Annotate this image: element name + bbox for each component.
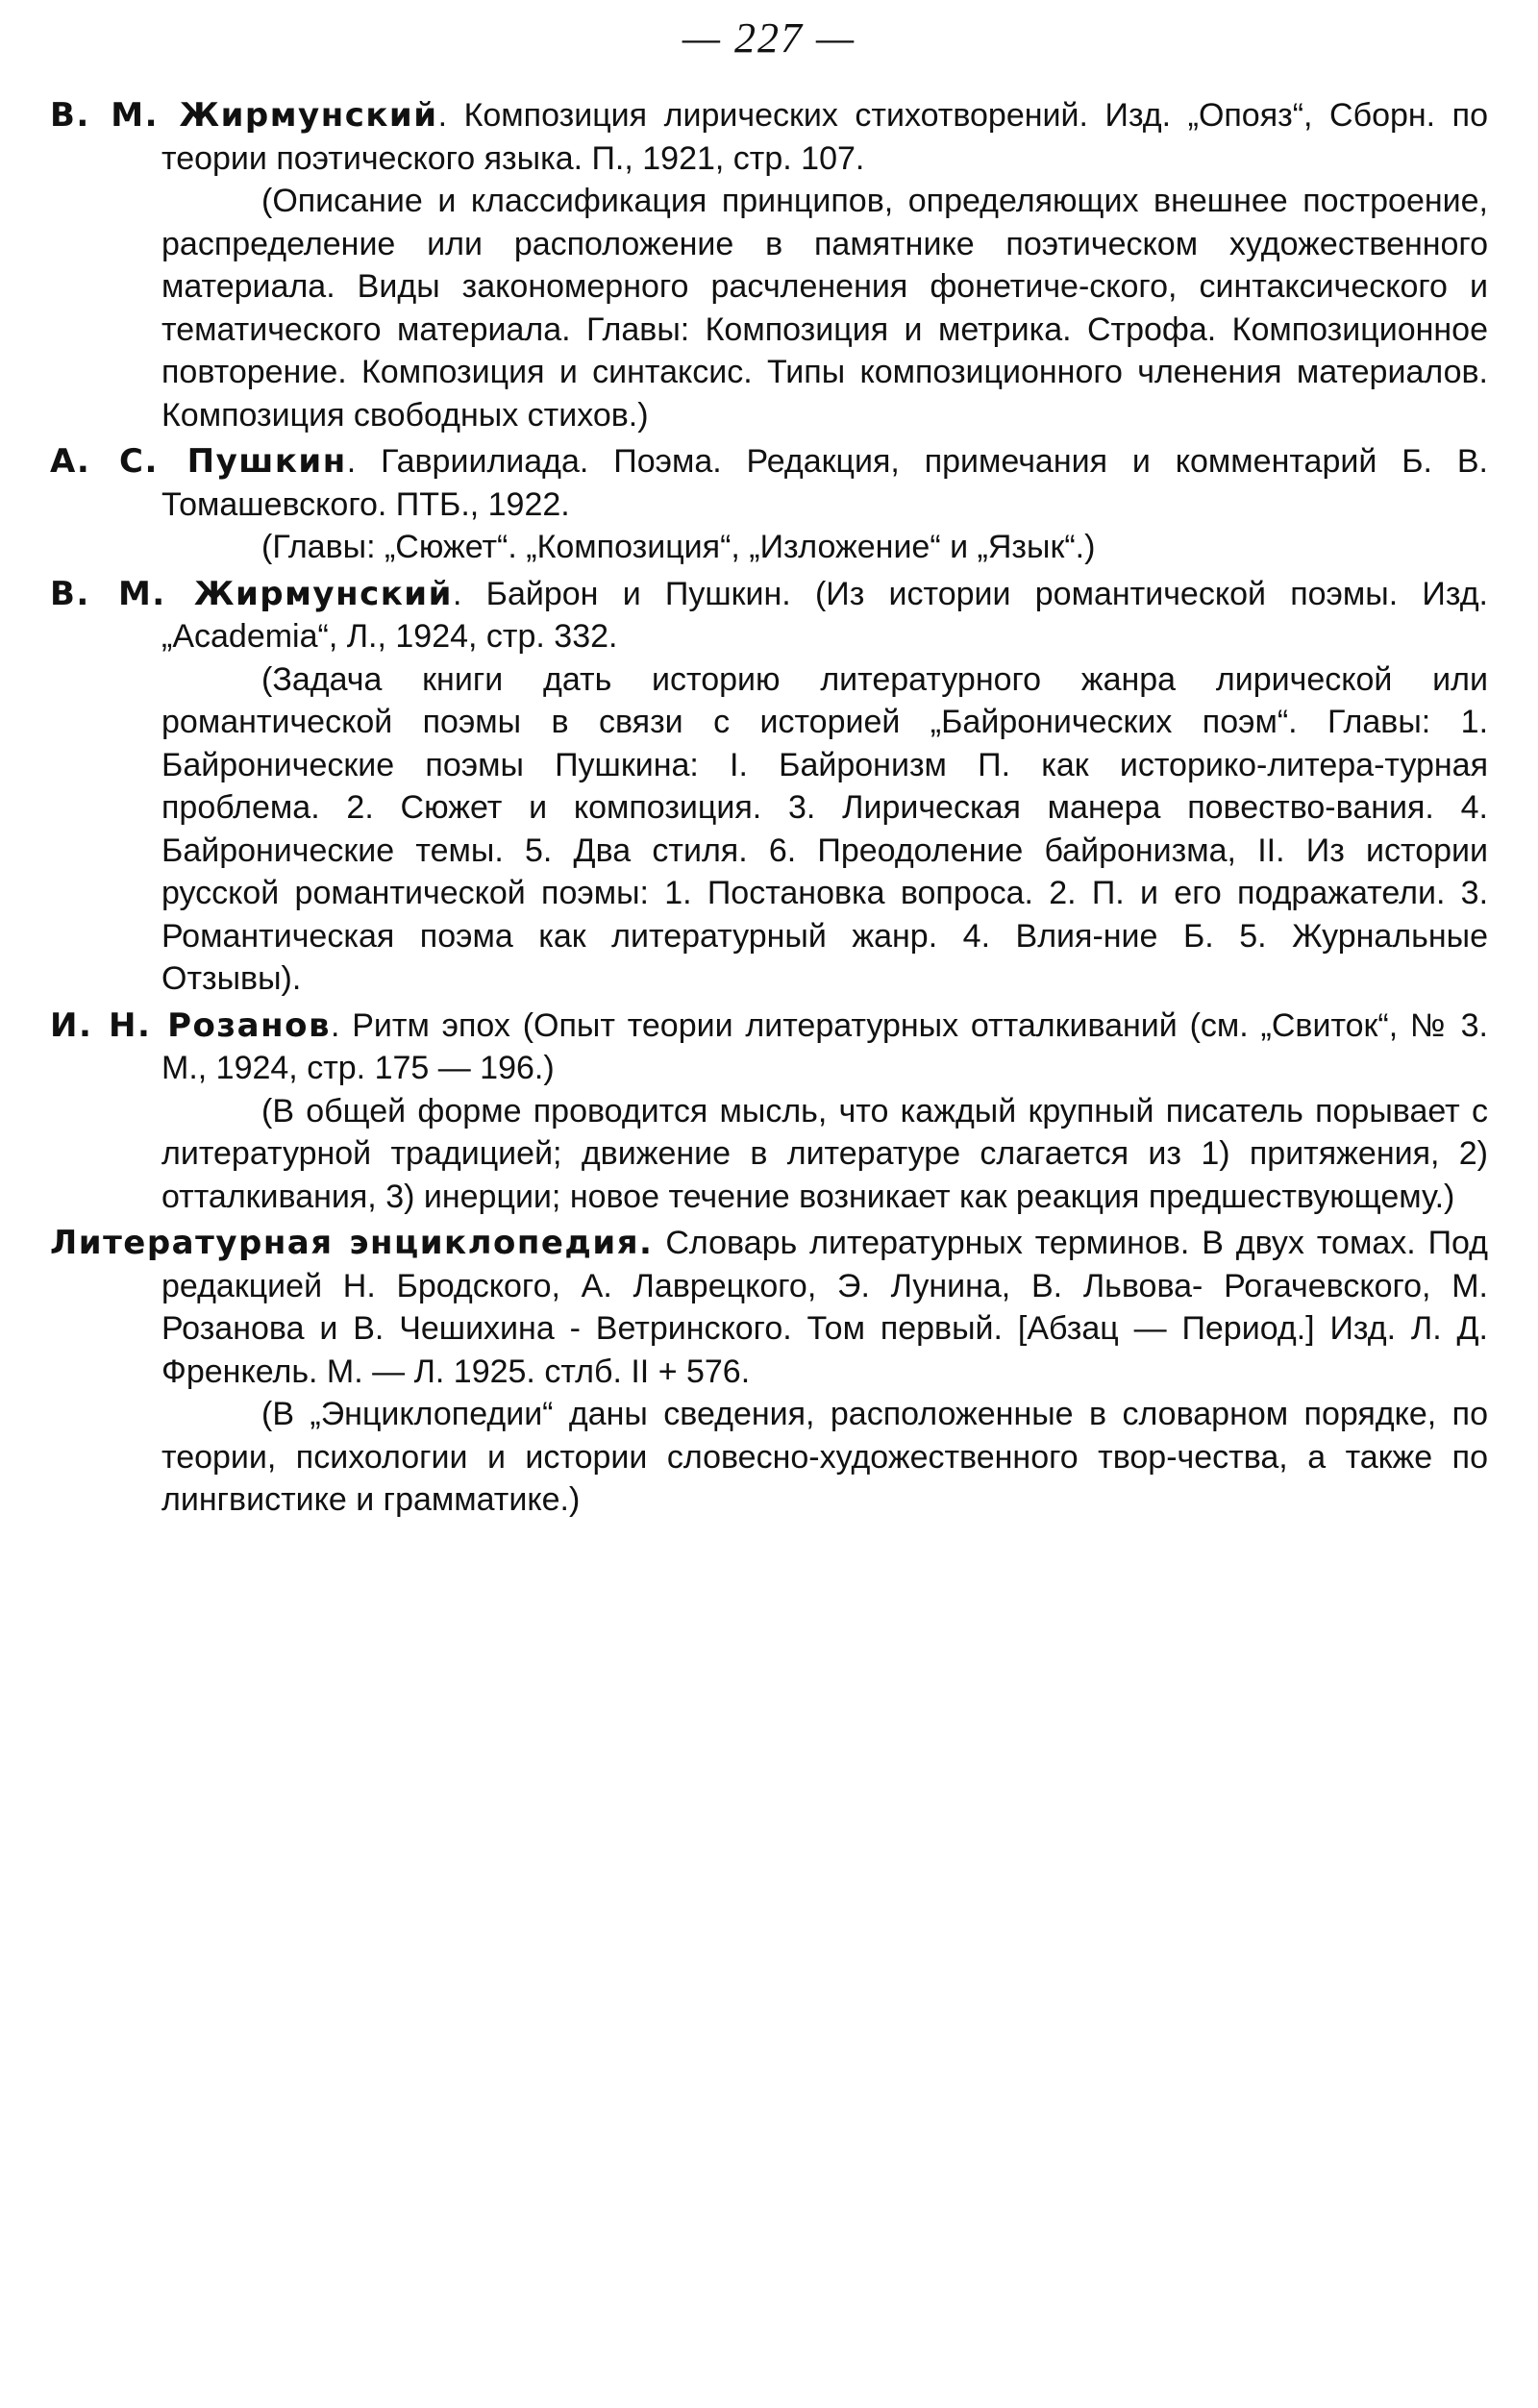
bibliography-entry <box>50 94 1488 436</box>
citation-line: Словарь литературных терминов. В двух <box>665 1225 1304 1261</box>
citation-line: томах. Под редакцией Н. Бродского, А. Лаврецкого, Э. Лунина, В. Львова- <box>161 1225 1489 1304</box>
entry-citation: А. С. Пушкин. Гавриилиада. Поэма. Редакция, примечания и комментарий Б. В. Томашевского. ПТБ., 1922. <box>50 442 1488 523</box>
entry-annotation: (В общей форме проводится мысль, что каждый крупный писатель порывает с литературной традицией; движение в литературе слагается из 1) притяжения, 2) отталкивания, 3) инерции; новое течение возникает как реакция предшествующему.) <box>161 1092 1488 1215</box>
entry-author: В. М. Жирмунский <box>50 574 453 613</box>
entry-citation <box>50 1222 1488 1393</box>
entry-author: В. М. Жирмунский <box>50 96 438 135</box>
entry-author: И. Н. Розанов <box>50 1005 331 1045</box>
citation-line: [Абзац — Период.] Изд. Л. Д. Френкель. М. — Л. 1925. стлб. II + 576. <box>161 1310 1488 1390</box>
entry-author: Литературная энциклопедия. <box>50 1224 654 1262</box>
citation-line: Байрон и Пушкин. (Из истории романтической поэмы. <box>485 575 1399 612</box>
bibliography-entry <box>50 1005 1488 1219</box>
entry-citation: В. М. Жирмунский. Композиция лирических стихотворений. Изд. „Опояз“, Сборн. по теории поэтического языка. П., 1921, стр. 107. <box>50 96 1488 177</box>
citation-line: Композиция лирических стихотворений. Изд. „Опояз“, <box>463 97 1313 134</box>
entry-author: А. С. Пушкин <box>50 442 347 481</box>
citation-line: Рогачевского, М. Розанова и В. Чешихина - Ветринского. Том первый. <box>161 1267 1489 1347</box>
citation-line: Изд. „Academia“, Л., 1924, стр. 332. <box>161 575 1488 655</box>
bibliography-entry <box>50 1222 1488 1522</box>
bibliography-list <box>50 94 1488 1526</box>
entry-annotation: (В „Энциклопедии“ даны сведения, расположенные в словарном порядке, по теории, психологии и истории словесно-художественного твор-чества, а также по лингвистике и грамматике.) <box>161 1396 1488 1518</box>
bibliography-entry <box>50 573 1488 1001</box>
page-number: — 227 — <box>682 14 856 62</box>
citation-line: № 3. М., 1924, стр. 175 — 196.) <box>161 1006 1488 1086</box>
citation-line: Ритм эпох (Опыт теории литературных отталкиваний (см. „Свиток“, <box>352 1006 1399 1044</box>
entry-citation: В. М. Жирмунский. Байрон и Пушкин. (Из истории романтической поэмы. Изд. „Academia“, Л., 1924, стр. 332. <box>50 574 1488 655</box>
citation-line: Сборн. по теории поэтического языка. П., 1921, стр. 107. <box>161 97 1488 177</box>
entry-annotation: (Главы: „Сюжет“. „Композиция“, „Изложение“ и „Язык“.) <box>261 529 1096 565</box>
entry-citation: И. Н. Розанов. Ритм эпох (Опыт теории литературных отталкиваний (см. „Свиток“, № 3. М., 1924, стр. 175 — 196.) <box>50 1005 1488 1086</box>
citation-line: Гавриилиада. Поэма. Редакция, примечания и комментарий <box>381 443 1377 480</box>
bibliography-entry <box>50 440 1488 569</box>
entry-annotation: (Задача книги дать историю литературного жанра лирической или романтической поэмы в связи с историей „Байронических поэм“. Главы: 1. Байронические поэмы Пушкина: I. Байронизм П. как историко-литера-турная проблема. 2. Сюжет и композиция. 3. Лирическая манера повество-вания. 4. Байронические темы. 5. Два стиля. 6. Преодоление байронизма, II. Из истории русской романтической поэмы: 1. Постановка вопроса. 2. П. и его подражатели. 3. Романтическая поэма как литературный жанр. 4. Влия-ние Б. 5. Журнальные Отзывы). <box>161 660 1489 997</box>
citation-line: Б. В. Томашевского. ПТБ., 1922. <box>161 443 1488 523</box>
entry-annotation: (Описание и классификация принципов, определяющих внешнее построение, распределение или расположение в памятнике поэтическом художественного материала. Виды закономерного расчленения фонетиче-ского, синтаксического и тематического материала. Главы: Композиция и метрика. Строфа. Композиционное повторение. Композиция и синтаксис. Типы композиционного членения материалов. Композиция свободных стихов.) <box>161 183 1488 434</box>
